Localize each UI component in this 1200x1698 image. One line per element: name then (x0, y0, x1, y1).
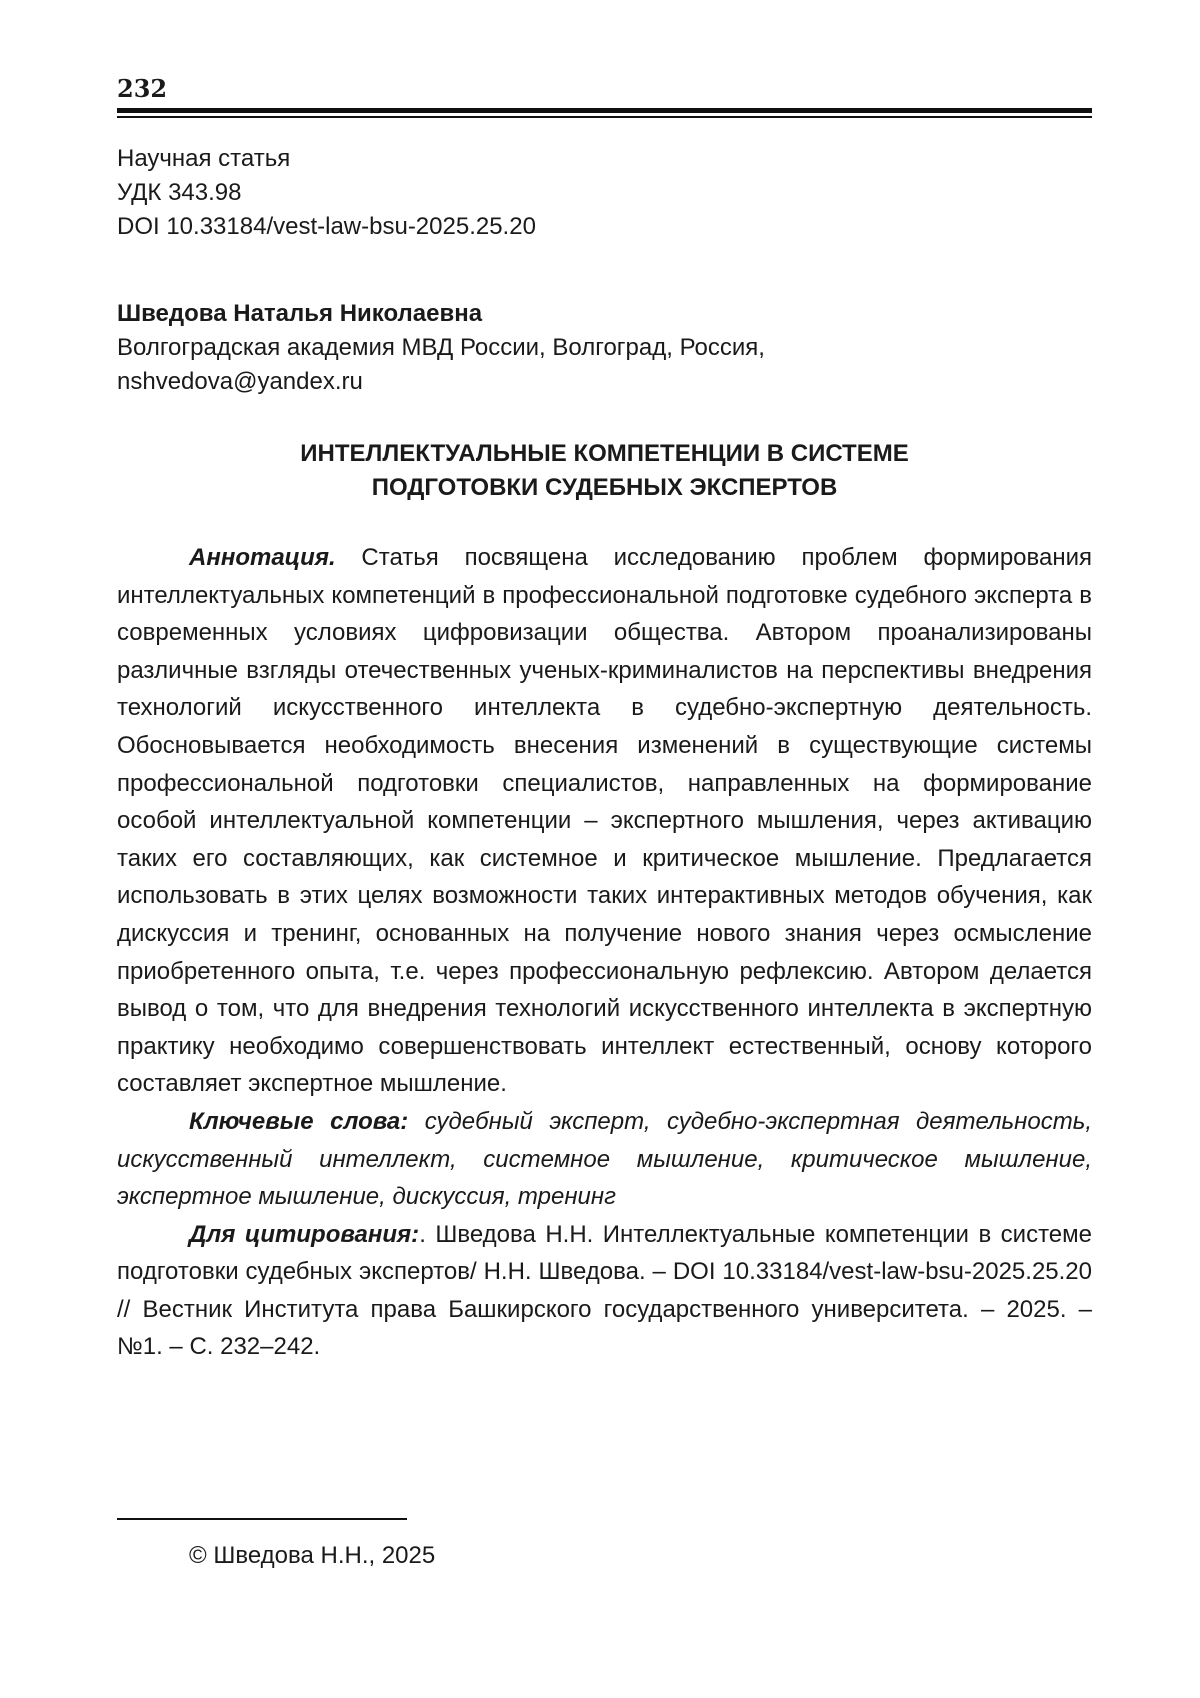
citation-text: . Шведова Н.Н. Интеллектуальные компетенции в системе подготовки судебных экспертов/ Н.Н. Шведова. – DOI 10.33184/vest-law-bsu-2025.25.20 // Вестник Института права Башкирского государственного университета. – 2025. – №1. – С. 232–242. (117, 1220, 1093, 1361)
keywords-text: судебный эксперт, судебно-экспертная деятельность, искусственный интеллект, системное мышление, критическое мышление, экспертное мышление, дискуссия, тренинг (117, 1107, 1092, 1211)
abstract-label: Аннотация. (189, 544, 336, 571)
article-body (117, 539, 1092, 1366)
footnote-rule (117, 1518, 407, 1520)
author-affiliation: Волгоградская академия МВД России, Волгоград, Россия, (117, 334, 765, 361)
citation-paragraph (117, 1216, 1092, 1366)
article-meta (117, 142, 536, 244)
doi: DOI 10.33184/vest-law-bsu-2025.25.20 (117, 213, 536, 240)
author-name: Шведова Наталья Николаевна (117, 300, 483, 327)
article-title (117, 437, 1092, 505)
udk-code: УДК 343.98 (117, 179, 242, 206)
author-block (117, 297, 1097, 399)
abstract-text: Статья посвящена исследованию проблем формирования интеллектуальных компетенций в профессиональной подготовке судебного эксперта в современных условиях цифровизации общества. Автором проанализированы различные взгляды отечественных ученых-криминалистов на перспективы внедрения технологий искусственного интеллекта в судебно-экспертную деятельность. Обосновывается необходимость внесения изменений в существующие системы профессиональной подготовки специалистов, направленных на формирование особой интеллектуальной компетенции – экспертного мышления, через активацию таких его составляющих, как системное и критическое мышление. Предлагается использовать в этих целях возможности таких интерактивных методов обучения, как дискуссия и тренинг, основанных на получение нового знания через осмысление приобретенного опыта, т.е. через профессиональную рефлексию. Автором делается вывод о том, что для внедрения технологий искусственного интеллекта в экспертную практику необходимо совершенствовать интеллект естественный, основу которого составляет экспертное мышление. (117, 544, 1092, 1098)
keywords-label: Ключевые слова: (189, 1107, 409, 1135)
page-number: 232 (117, 74, 168, 103)
author-email: nshvedova@yandex.ru (117, 368, 363, 395)
abstract-paragraph (117, 539, 1092, 1103)
header-rule-thick (117, 108, 1092, 113)
article-type: Научная статья (117, 145, 291, 172)
copyright-notice: © Шведова Н.Н., 2025 (189, 1542, 436, 1569)
title-line-2: ПОДГОТОВКИ СУДЕБНЫХ ЭКСПЕРТОВ (371, 474, 838, 501)
header-rule-thin (117, 116, 1092, 118)
title-line-1: ИНТЕЛЛЕКТУАЛЬНЫЕ КОМПЕТЕНЦИИ В СИСТЕМЕ (300, 440, 909, 467)
citation-label: Для цитирования: (189, 1220, 420, 1248)
keywords-paragraph (117, 1103, 1092, 1216)
